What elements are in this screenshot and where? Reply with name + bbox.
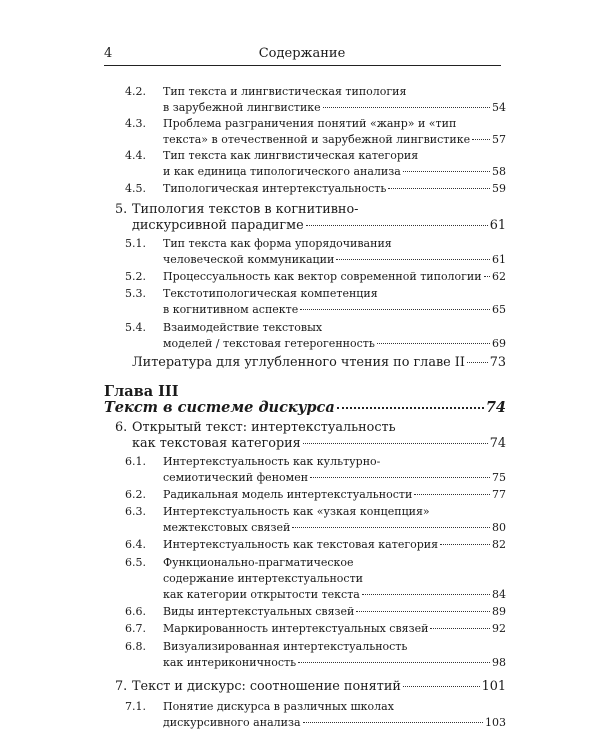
entry-page: 62: [492, 270, 506, 283]
entry-title: в зарубежной лингвистике: [163, 101, 321, 114]
dot-leader: [336, 259, 490, 260]
entry-number: 4.4.: [125, 149, 146, 162]
entry-title: и как единица типологического анализа: [163, 165, 401, 178]
dot-leader: [467, 362, 488, 363]
entry-title: Интертекстуальность как текстовая категория: [163, 538, 439, 551]
entry-title: Типологическая интертекстуальность: [163, 182, 387, 195]
entry-title: как текстовая категория: [132, 436, 301, 451]
entry-title: Функционально-прагматическое: [163, 556, 354, 569]
entry-title: Виды интертекстуальных связей: [163, 605, 355, 618]
header-rule: [104, 65, 501, 66]
entry-number: 5.2.: [125, 270, 146, 283]
entry-title: Текстотипологическая компетенция: [163, 287, 378, 300]
entry-number: 4.2.: [125, 85, 146, 98]
entry-title: человеческой коммуникации: [163, 253, 335, 266]
dot-leader: [356, 611, 490, 612]
entry-page: 98: [492, 656, 506, 669]
entry-page: 61: [489, 218, 506, 233]
entry-title: Маркированность интертекстуальных связей: [163, 622, 429, 635]
entry-page: 89: [492, 605, 506, 618]
entry-number: 6.5.: [125, 556, 146, 569]
dot-leader: [484, 276, 490, 277]
dot-leader: [388, 188, 490, 189]
entry-title: как категории открытости текста: [163, 588, 360, 601]
chapter-label: Глава III: [104, 383, 179, 400]
entry-title: содержание интертекстуальности: [163, 572, 364, 585]
entry-title: текста» в отечественной и зарубежной лингвистике: [163, 133, 471, 146]
page-number: 4: [104, 46, 113, 61]
entry-title: Визуализированная интертекстуальность: [163, 640, 408, 653]
entry-title: Типология текстов в когнитивно-: [132, 202, 359, 217]
entry-title: Радикальная модель интертекстуальности: [163, 488, 413, 501]
entry-page: 57: [492, 133, 506, 146]
dot-leader: [414, 494, 490, 495]
chapter-title: Текст в системе дискурса: [104, 399, 335, 416]
entry-title: как интериконичность: [163, 656, 297, 669]
entry-page: 73: [489, 355, 506, 370]
dot-leader: [472, 139, 490, 140]
entry-number: 7.: [115, 679, 128, 694]
dot-leader: [298, 662, 490, 663]
entry-title: Тип текста как лингвистическая категория: [163, 149, 419, 162]
entry-number: 5.1.: [125, 237, 146, 250]
entry-title: Понятие дискурса в различных школах: [163, 700, 394, 713]
entry-title: дискурсивной парадигме: [132, 218, 304, 233]
entry-page: 92: [492, 622, 506, 635]
entry-page: 54: [492, 101, 506, 114]
entry-number: 5.3.: [125, 287, 146, 300]
entry-number: 6.3.: [125, 505, 146, 518]
dot-leader: [300, 309, 490, 310]
entry-title: Интертекстуальность как культурно-: [163, 455, 381, 468]
entry-title: Взаимодействие текстовых: [163, 321, 323, 334]
entry-number: 6.6.: [125, 605, 146, 618]
entry-number: 6.4.: [125, 538, 146, 551]
chapter-page: 74: [485, 399, 506, 416]
entry-number: 6.: [115, 420, 128, 435]
entry-title: дискурсивного анализа: [163, 716, 301, 729]
dot-leader: [310, 477, 490, 478]
entry-number: 6.1.: [125, 455, 146, 468]
entry-number: 5.: [115, 202, 128, 217]
dot-leader: [337, 407, 484, 409]
entry-page: 74: [489, 436, 506, 451]
entry-page: 75: [492, 471, 506, 484]
entry-title: семиотический феномен: [163, 471, 309, 484]
dot-leader: [440, 544, 490, 545]
entry-title: Интертекстуальность как «узкая концепция»: [163, 505, 430, 518]
entry-title: Тип текста как форма упорядочивания: [163, 237, 392, 250]
entry-title: Литература для углубленного чтения по главе II: [132, 355, 465, 370]
dot-leader: [362, 594, 490, 595]
dot-leader: [303, 722, 484, 723]
entry-number: 7.1.: [125, 700, 146, 713]
entry-page: 101: [481, 679, 506, 694]
entry-title: моделей / текстовая гетерогенность: [163, 337, 375, 350]
entry-number: 5.4.: [125, 321, 146, 334]
dot-leader: [292, 527, 490, 528]
entry-title: Открытый текст: интертекстуальность: [132, 420, 396, 435]
dot-leader: [323, 107, 490, 108]
entry-number: 6.2.: [125, 488, 146, 501]
entry-page: 65: [492, 303, 506, 316]
entry-page: 77: [492, 488, 506, 501]
entry-title: межтекстовых связей: [163, 521, 291, 534]
dot-leader: [403, 686, 480, 687]
entry-number: 4.5.: [125, 182, 146, 195]
entry-page: 84: [492, 588, 506, 601]
page-header: [104, 46, 500, 64]
entry-page: 103: [485, 716, 506, 729]
entry-title: Текст и дискурс: соотношение понятий: [132, 679, 401, 694]
entry-number: 6.8.: [125, 640, 146, 653]
dot-leader: [306, 225, 488, 226]
entry-title: Процессуальность как вектор современной типологии: [163, 270, 482, 283]
entry-number: 4.3.: [125, 117, 146, 130]
entry-page: 61: [492, 253, 506, 266]
entry-page: 69: [492, 337, 506, 350]
entry-title: Тип текста и лингвистическая типология: [163, 85, 407, 98]
entry-number: 6.7.: [125, 622, 146, 635]
entry-page: 58: [492, 165, 506, 178]
entry-page: 59: [492, 182, 506, 195]
entry-title: в когнитивном аспекте: [163, 303, 299, 316]
dot-leader: [403, 171, 490, 172]
dot-leader: [303, 443, 488, 444]
entry-page: 82: [492, 538, 506, 551]
running-title: Содержание: [258, 46, 346, 61]
dot-leader: [430, 628, 490, 629]
entry-title: Проблема разграничения понятий «жанр» и «тип: [163, 117, 457, 130]
dot-leader: [377, 343, 490, 344]
entry-page: 80: [492, 521, 506, 534]
